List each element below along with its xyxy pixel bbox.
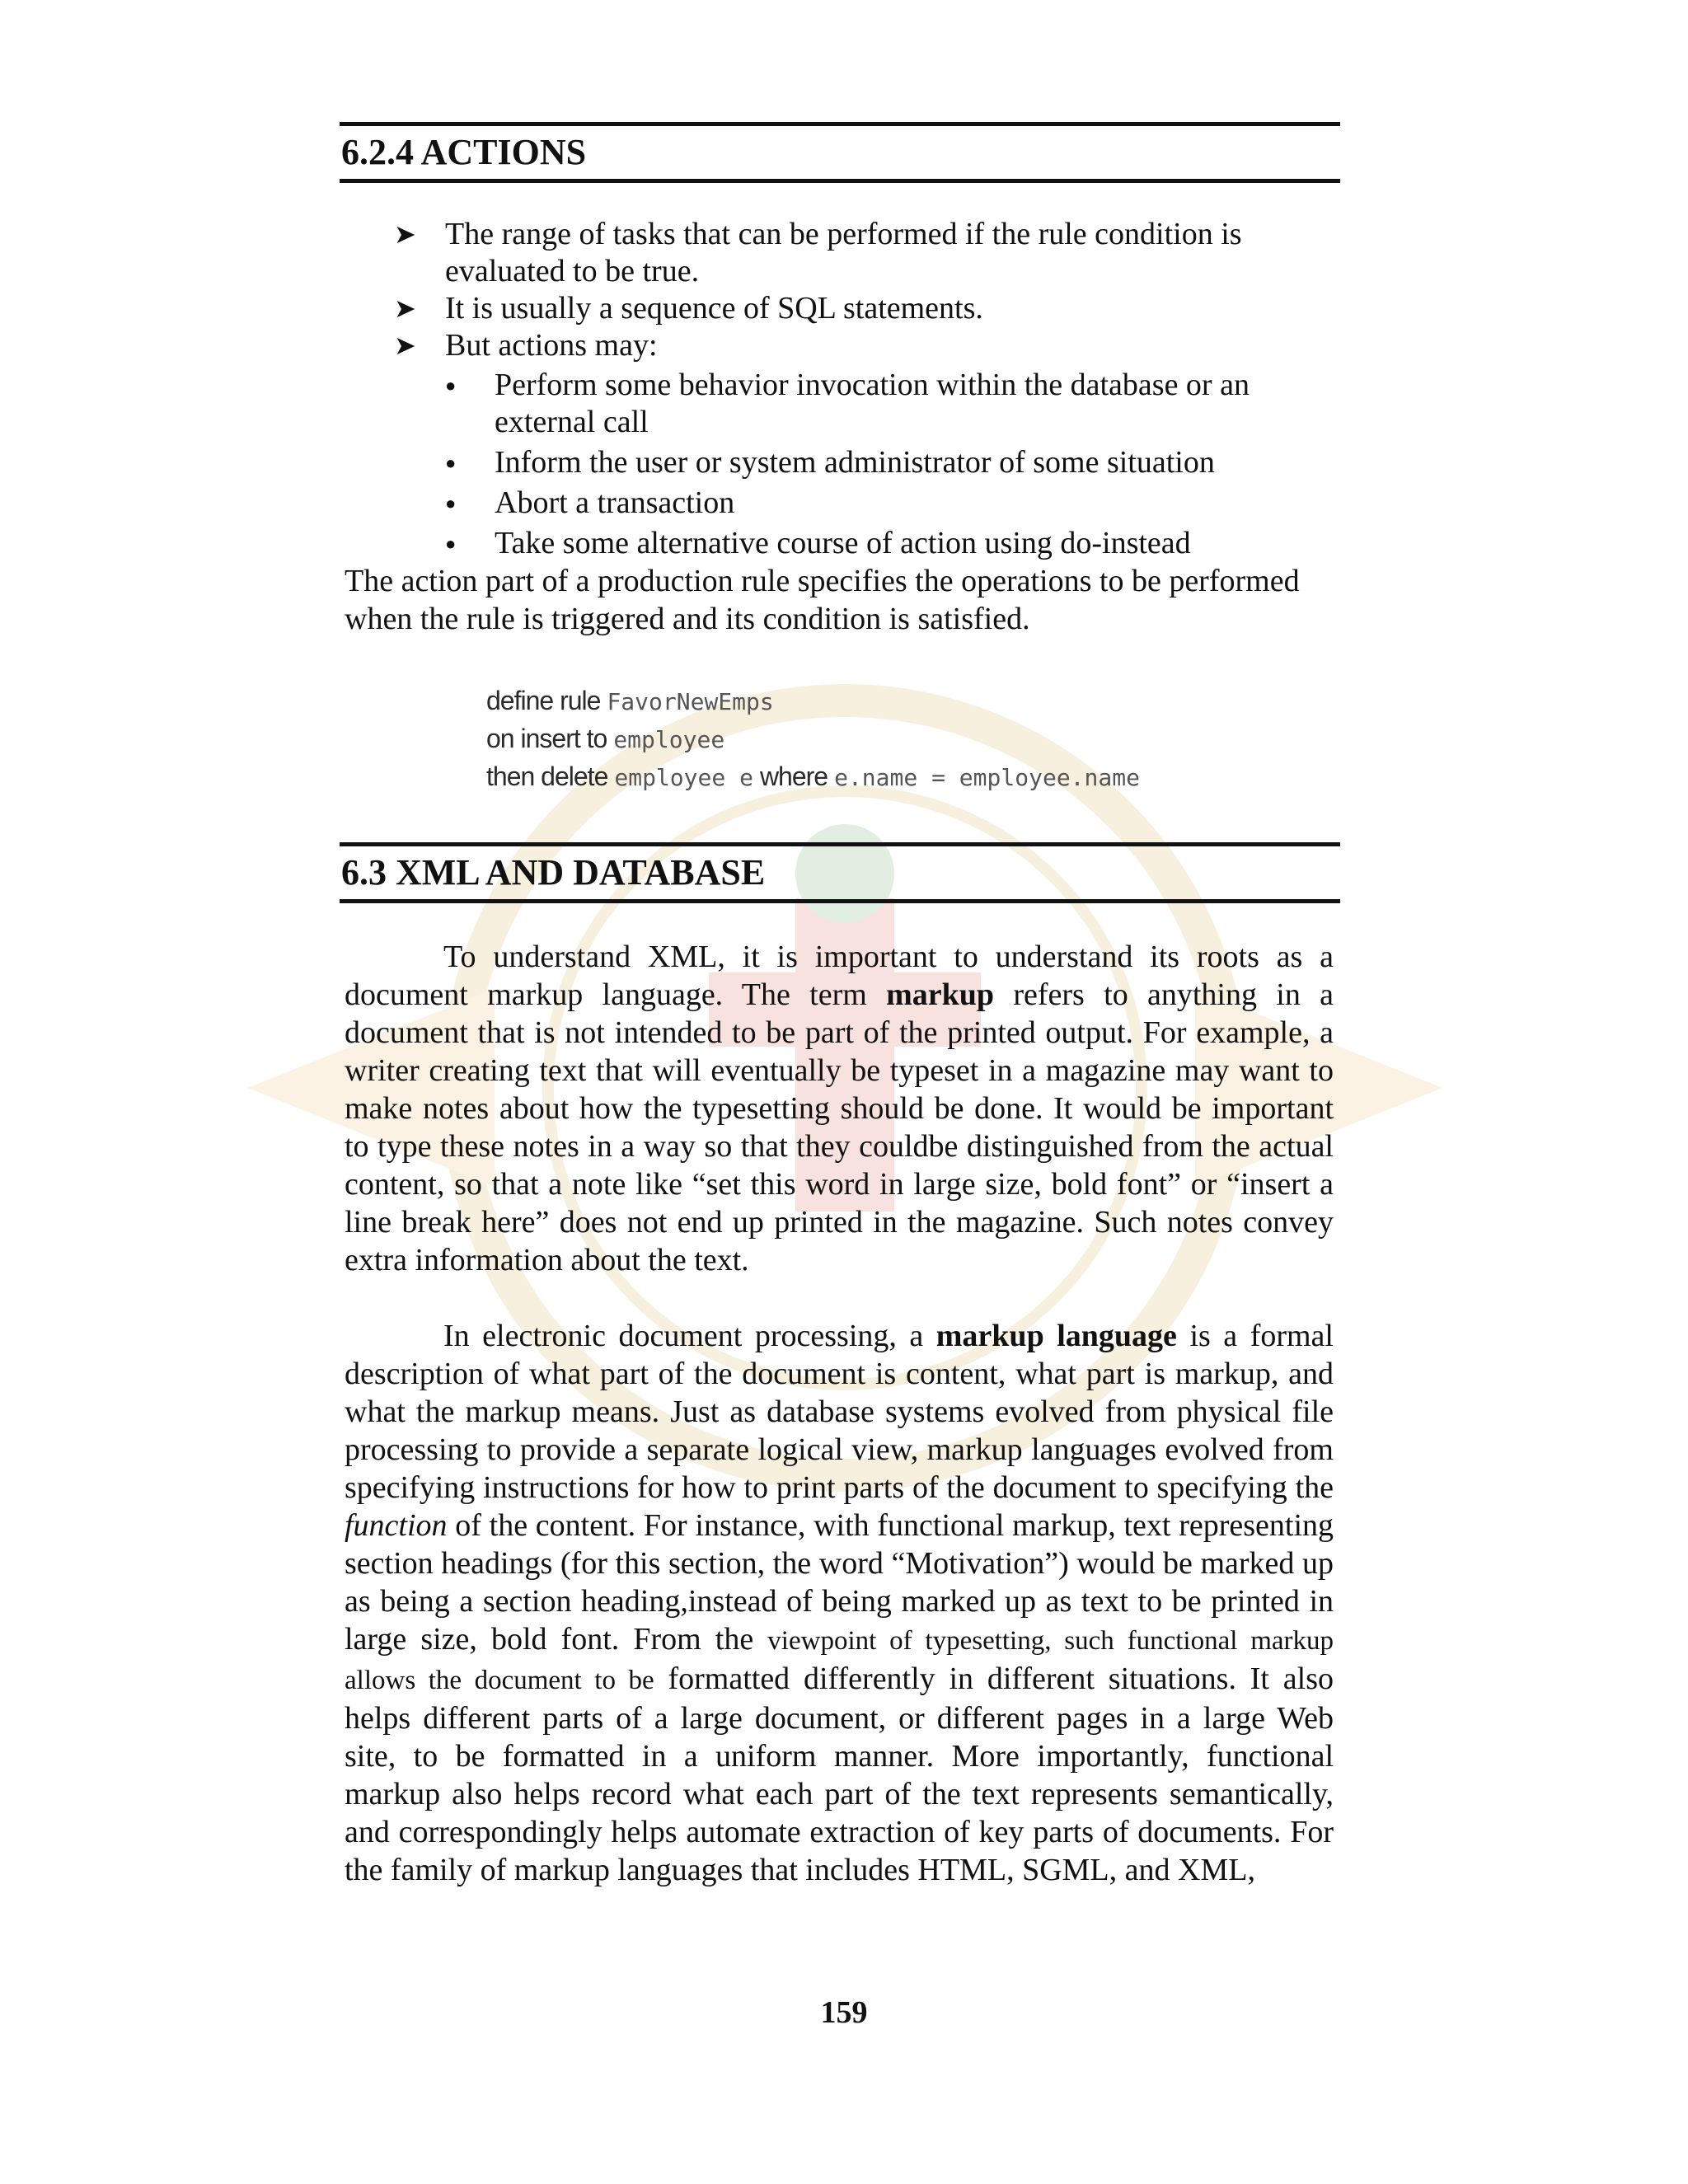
actions-summary-paragraph: The action part of a production rule specifies the operations to be performed when the rule is triggered and its condition is satisfied. bbox=[345, 564, 1300, 636]
section-heading-actions bbox=[340, 122, 1340, 183]
xml-paragraph-2 bbox=[345, 1317, 1334, 1889]
code-line bbox=[486, 720, 1203, 758]
dot-bullet-icon: ● bbox=[445, 375, 457, 396]
bullet-text: The range of tasks that can be performed if the rule condition is evaluated to be true. bbox=[445, 217, 1242, 288]
list-item bbox=[445, 444, 1342, 481]
text-run: refers to anything in a document that is not intended to be part of the printed output. For example, a writer creating text that will eventually be typeset in a magazine may want to make notes about how the typesetting should be done. It would be important to type these notes in a way so that they couldbe distinguished from the actual content, so that a note like “set this word in large size, bold font” or “insert a line break here” does not end up printed in the magazine. Such notes convey extra information about the text. bbox=[345, 977, 1334, 1277]
sub-bullet-text: Inform the user or system administrator of some situation bbox=[495, 445, 1215, 480]
text-run: of the content. For instance, with functional markup, text representing section headings (for this section, the word “Motivation”) would be marked up as being a section heading,instead of being marked up as text to be printed in large size, bold font. From the bbox=[345, 1508, 1334, 1657]
code-identifier: e.name = employee.name bbox=[834, 764, 1140, 791]
dot-bullet-icon: ● bbox=[445, 493, 457, 513]
dot-bullet-icon: ● bbox=[445, 533, 457, 554]
text-run: is a formal description of what part of the document is content, what part is markup, and what the markup means. Just as database systems evolved from physical file processing to provide a separate logical view, markup languages evolved from specifying instructions for how to print parts of the document to specifying the bbox=[345, 1319, 1334, 1505]
sub-bullet-text: Perform some behavior invocation within the database or an external call bbox=[495, 368, 1250, 439]
code-line bbox=[486, 758, 1203, 796]
list-item bbox=[394, 216, 1342, 290]
text-run: In electronic document processing, a bbox=[443, 1319, 936, 1353]
bold-term: markup language bbox=[935, 1319, 1177, 1353]
heading-text: 6.2.4 ACTIONS bbox=[341, 132, 587, 172]
list-item bbox=[445, 485, 1342, 522]
bullet-text: It is usually a sequence of SQL statements. bbox=[445, 291, 983, 326]
arrow-bullet-icon: ➤ bbox=[394, 219, 416, 249]
arrow-bullet-icon: ➤ bbox=[394, 330, 416, 360]
bottom-rule bbox=[340, 179, 1340, 183]
sub-bullet-text: Abort a transaction bbox=[495, 485, 735, 520]
list-item bbox=[394, 290, 1342, 327]
code-identifier: employee bbox=[613, 726, 725, 753]
bottom-rule bbox=[340, 899, 1340, 903]
code-keyword: define rule bbox=[486, 686, 601, 715]
rule-code-example bbox=[486, 682, 1203, 806]
heading-text: 6.3 XML AND DATABASE bbox=[341, 852, 766, 893]
bold-term: markup bbox=[886, 977, 995, 1012]
code-identifier: FavorNewEmps bbox=[607, 688, 774, 715]
top-rule bbox=[340, 122, 1340, 126]
sub-bullet-list bbox=[445, 367, 1342, 562]
sub-bullet-text: Take some alternative course of action using do-instead bbox=[495, 526, 1191, 560]
italic-term: function bbox=[345, 1508, 448, 1543]
code-keyword: on insert to bbox=[486, 724, 607, 753]
list-item bbox=[394, 327, 1342, 364]
arrow-bullet-icon: ➤ bbox=[394, 293, 416, 323]
section-heading-xml bbox=[340, 842, 1340, 903]
list-item bbox=[445, 367, 1342, 441]
text-run: To understand XML, it is important to understand its roots as a document markup language. The term bbox=[345, 940, 1334, 1012]
code-keyword: then delete bbox=[486, 762, 608, 791]
actions-bullet-list bbox=[394, 216, 1342, 565]
bullet-text: But actions may: bbox=[445, 328, 658, 363]
top-rule bbox=[340, 842, 1340, 846]
code-keyword: where bbox=[759, 762, 828, 791]
code-line bbox=[486, 682, 1203, 720]
page-number: 159 bbox=[820, 1995, 868, 2030]
text-run: formatted differently in different situations. It also helps different parts of a large document, or different pages in a large Web site, to be formatted in a uniform manner. More importantly, functional markup also helps record what each part of the text represents semantically, and correspondingly helps automate extraction of key parts of documents. For the family of markup languages that includes HTML, SGML, and XML, bbox=[345, 1661, 1334, 1887]
list-item bbox=[445, 525, 1342, 562]
dot-bullet-icon: ● bbox=[445, 452, 457, 473]
text-run-small: viewpoint of typesetting, such functional markup allows the document to be bbox=[345, 1626, 1334, 1695]
xml-paragraph-1 bbox=[345, 938, 1334, 1279]
code-identifier: employee e bbox=[614, 764, 753, 791]
